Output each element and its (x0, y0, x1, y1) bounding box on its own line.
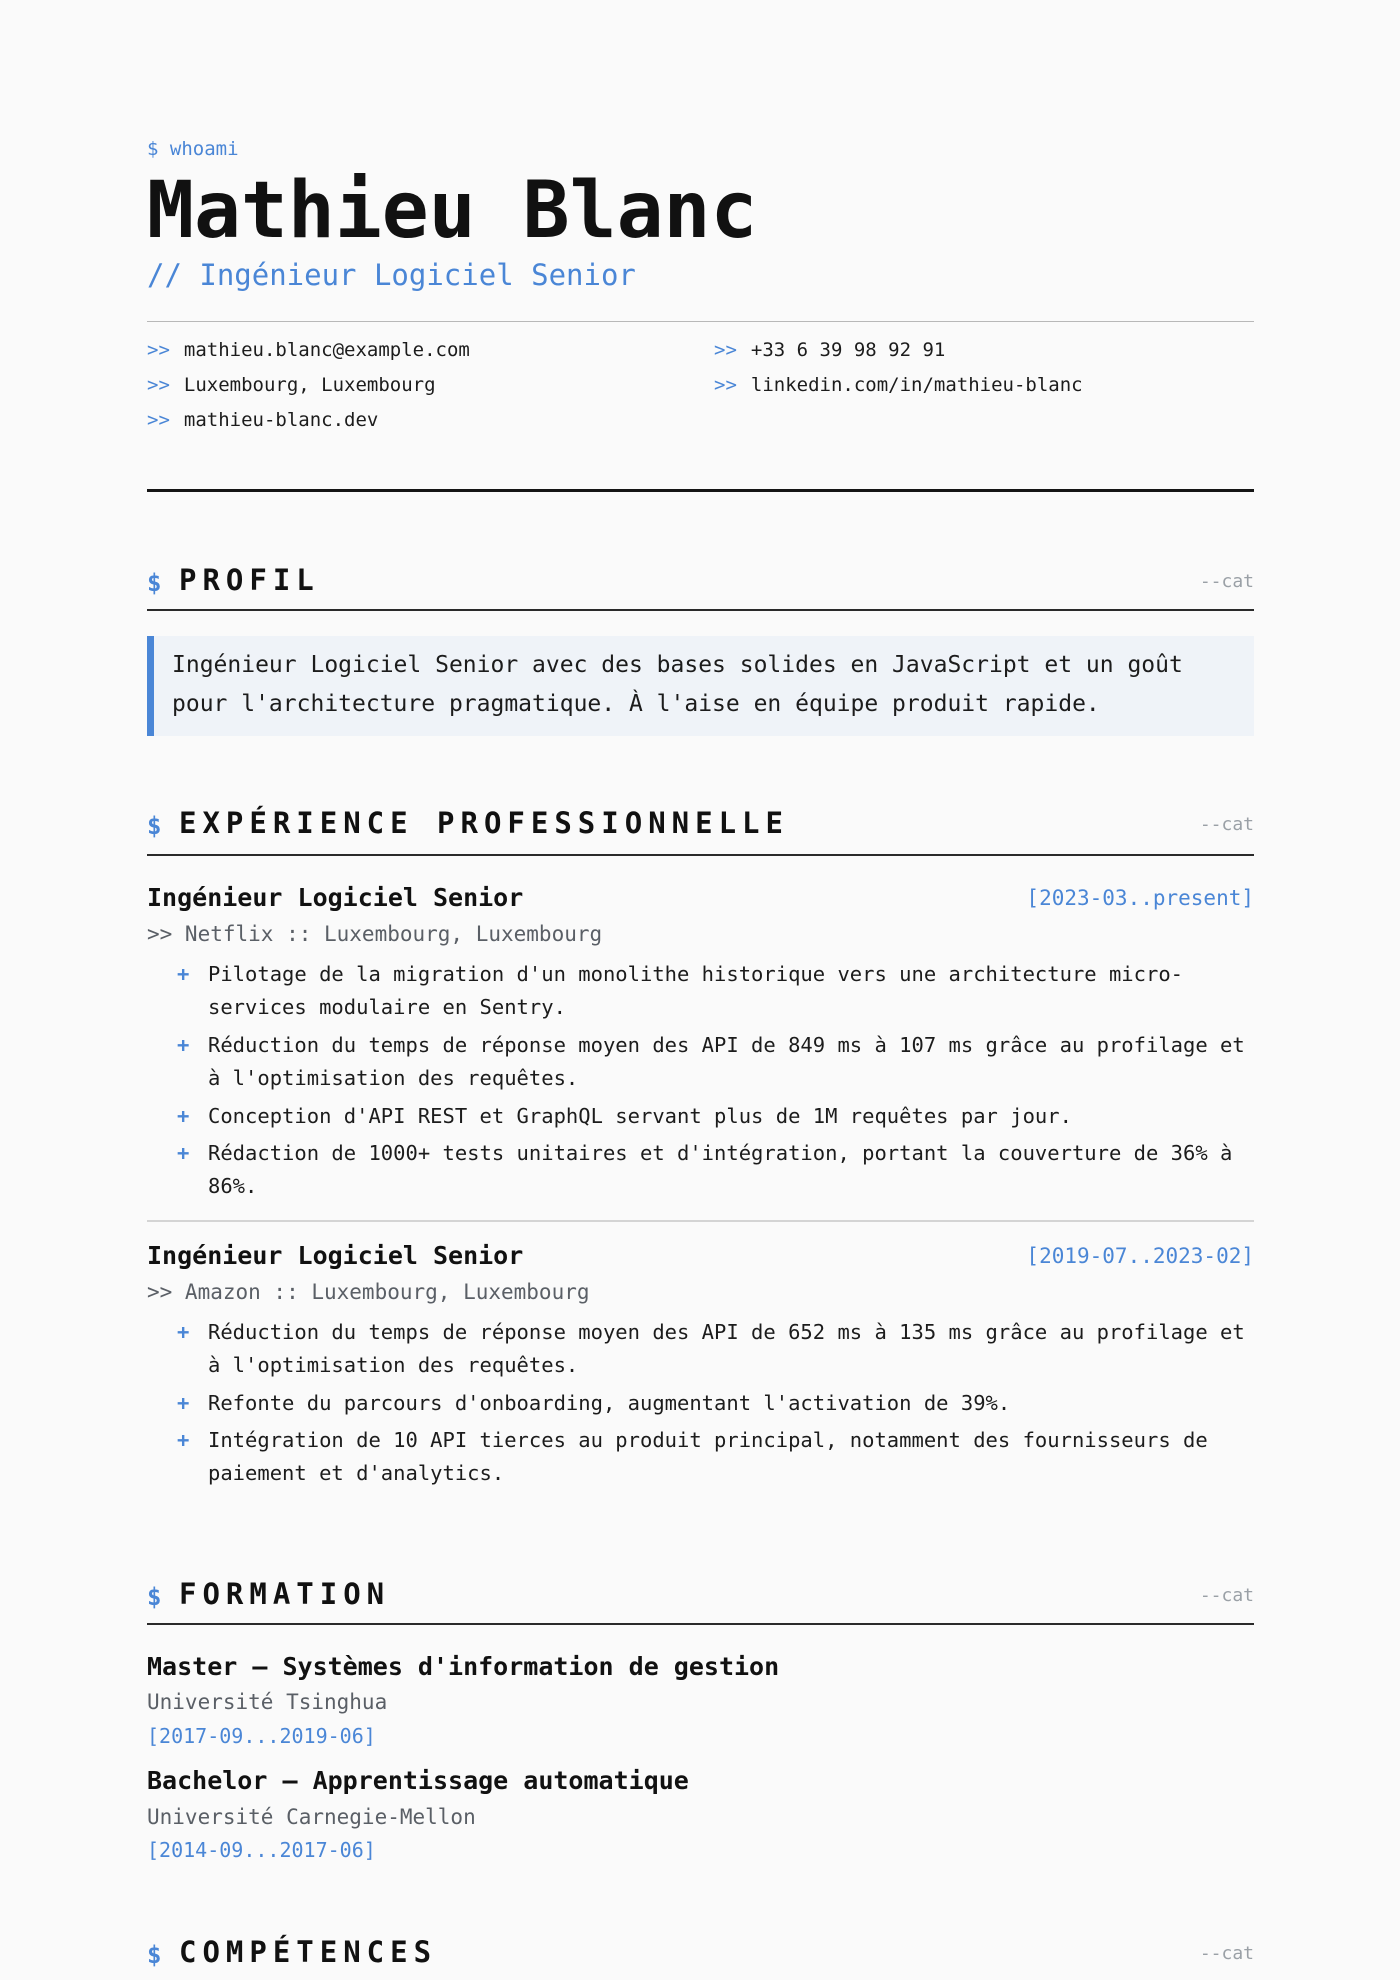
profile-summary (147, 636, 1254, 736)
bullet-text: Refonte du parcours d'onboarding, augmentant l'activation de 39%. (208, 1391, 1011, 1415)
cat-flag: --cat (1199, 1585, 1254, 1606)
section-rule (147, 854, 1254, 856)
contact-location (147, 374, 436, 396)
plus-icon: + (177, 1320, 190, 1344)
education-dates: [2014-09...2017-06] (147, 1838, 376, 1862)
job-dates: [2019-07..2023-02] (1026, 1244, 1254, 1268)
job-title: Ingénieur Logiciel Senior (147, 1241, 524, 1270)
bullet-text: Rédaction de 1000+ tests unitaires et d'intégration, portant la couverture de 36% à 86%. (208, 1141, 1233, 1198)
section-head-education (147, 1577, 1254, 1613)
arrow-icon: >> (147, 339, 170, 361)
job-divider (147, 1220, 1254, 1222)
website-text: mathieu-blanc.dev (183, 409, 379, 431)
plus-icon: + (177, 1104, 190, 1128)
bullet-text: Intégration de 10 API tierces au produit principal, notamment des fournisseurs de paiement et d'analytics. (208, 1428, 1208, 1485)
education-degree: Bachelor — Apprentissage automatique (147, 1766, 689, 1795)
arrow-icon: >> (714, 374, 737, 396)
education-school: Université Carnegie-Mellon (147, 1805, 476, 1829)
bullet-text: Réduction du temps de réponse moyen des API de 849 ms à 107 ms grâce au profilage et à l'optimisation des requêtes. (208, 1033, 1245, 1090)
arrow-icon: >> (147, 409, 170, 431)
linkedin-text: linkedin.com/in/mathieu-blanc (750, 374, 1083, 396)
list-item (177, 1029, 1254, 1095)
header-bottom-rule (147, 489, 1254, 492)
plus-icon: + (177, 1141, 190, 1165)
education-degree: Master — Systèmes d'information de gestion (147, 1652, 780, 1681)
job-company: >> Netflix :: Luxembourg, Luxembourg (147, 922, 603, 946)
person-name: Mathieu Blanc (147, 166, 758, 256)
list-item (177, 1424, 1254, 1490)
section-head-skills (147, 1935, 1254, 1971)
section-title: FORMATION (179, 1577, 391, 1611)
section-rule (147, 609, 1254, 611)
list-item (177, 1316, 1254, 1382)
profile-line: pour l'architecture pragmatique. À l'aise en équipe produit rapide. (172, 691, 1100, 717)
cat-flag: --cat (1199, 814, 1254, 835)
contact-website[interactable] (147, 409, 378, 431)
job-title: Ingénieur Logiciel Senior (147, 883, 524, 912)
header-divider (147, 321, 1254, 322)
dollar-icon: $ (147, 1941, 162, 1969)
plus-icon: + (177, 1033, 190, 1057)
phone-text: +33 6 39 98 92 91 (750, 339, 946, 361)
plus-icon: + (177, 1391, 190, 1415)
job-dates: [2023-03..present] (1026, 886, 1254, 910)
dollar-icon: $ (147, 569, 162, 597)
education-dates: [2017-09...2019-06] (147, 1724, 376, 1748)
email-text: mathieu.blanc@example.com (183, 339, 470, 361)
contact-phone[interactable] (714, 339, 945, 361)
profile-text (172, 646, 1242, 724)
section-title: PROFIL (179, 563, 320, 597)
bullet-text: Réduction du temps de réponse moyen des API de 652 ms à 135 ms grâce au profilage et à l'optimisation des requêtes. (208, 1320, 1245, 1377)
section-head-experience (147, 806, 1254, 842)
whoami-prompt: $ whoami (147, 138, 239, 160)
plus-icon: + (177, 962, 190, 986)
section-rule (147, 1623, 1254, 1625)
contact-linkedin[interactable] (714, 374, 1083, 396)
arrow-icon: >> (714, 339, 737, 361)
cat-flag: --cat (1199, 1943, 1254, 1964)
dollar-icon: $ (147, 812, 162, 840)
bullet-text: Pilotage de la migration d'un monolithe historique vers une architecture micro-services modulaire en Sentry. (208, 962, 1184, 1019)
education-school: Université Tsinghua (147, 1690, 388, 1714)
list-item (177, 1387, 1254, 1420)
dollar-icon: $ (147, 1583, 162, 1611)
job-company: >> Amazon :: Luxembourg, Luxembourg (147, 1280, 590, 1304)
bullet-text: Conception d'API REST et GraphQL servant plus de 1M requêtes par jour. (208, 1104, 1072, 1128)
list-item (177, 958, 1254, 1024)
arrow-icon: >> (147, 374, 170, 396)
plus-icon: + (177, 1428, 190, 1452)
job-subtitle: // Ingénieur Logiciel Senior (147, 258, 636, 292)
section-title: COMPÉTENCES (179, 1935, 438, 1969)
profile-line: Ingénieur Logiciel Senior avec des bases solides en JavaScript et un goût (172, 652, 1183, 678)
list-item (177, 1137, 1254, 1203)
list-item (177, 1100, 1254, 1133)
section-head-profile (147, 563, 1254, 599)
location-text: Luxembourg, Luxembourg (183, 374, 436, 396)
cat-flag: --cat (1199, 571, 1254, 592)
section-title: EXPÉRIENCE PROFESSIONNELLE (179, 806, 789, 840)
contact-email[interactable] (147, 339, 470, 361)
